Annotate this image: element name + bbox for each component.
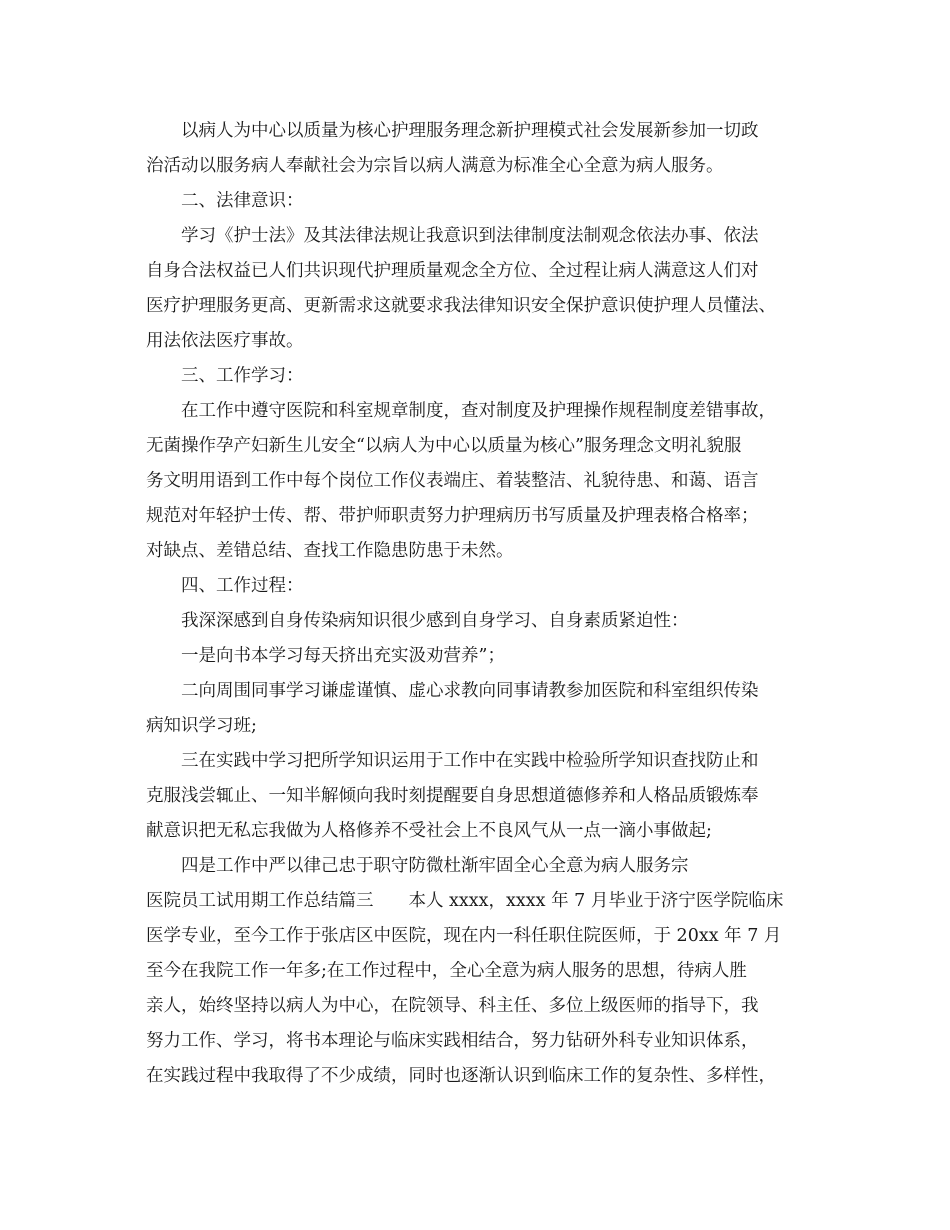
section-heading: 二、法律意识： <box>181 191 304 211</box>
text-line: 献意识把无私忘我做为人格修养不受社会上不良风气从一点一滴小事做起; <box>146 821 712 841</box>
text-line: 规范对年轻护士传、帮、带护师职责努力护理病历书写质量及护理表格合格率； <box>146 506 759 526</box>
text-line: 病知识学习班; <box>146 716 257 736</box>
text-line: 治活动以服务病人奉献社会为宗旨以病人满意为标准全心全意为病人服务。 <box>146 156 724 176</box>
text-line: 亲人，始终坚持以病人为中心，在院领导、科主任、多位上级医师的指导下，我 <box>146 996 759 1016</box>
text-line: 三在实践中学习把所学知识运用于工作中在实践中检验所学知识查找防止和 <box>181 751 759 771</box>
text-line: 用法依法医疗事故。 <box>146 331 304 351</box>
text-line: 以病人为中心以质量为核心护理服务理念新护理模式社会发展新参加一切政 <box>181 121 759 141</box>
section-heading: 三、工作学习： <box>181 366 304 386</box>
text-line: 无菌操作孕产妇新生儿安全“以病人为中心以质量为核心”服务理念文明礼貌服 <box>146 436 742 456</box>
text-line: 一是向书本学习每天挤出充实汲劝营养”； <box>181 646 505 666</box>
text-line: 我深深感到自身传染病知识很少感到自身学习、自身素质紧迫性： <box>181 611 689 631</box>
text-line: 务文明用语到工作中每个岗位工作仪表端庄、着装整洁、礼貌待患、和蔼、语言 <box>146 471 759 491</box>
section-heading: 四、工作过程： <box>181 576 304 596</box>
text-line: 医疗护理服务更高、更新需求这就要求我法律知识安全保护意识使护理人员懂法、 <box>146 296 776 316</box>
text-line: 在实践过程中我取得了不少成绩，同时也逐渐认识到临床工作的复杂性、多样性， <box>146 1066 776 1086</box>
text-line: 在工作中遵守医院和科室规章制度，查对制度及护理操作规程制度差错事故， <box>181 401 776 421</box>
text-line: 至今在我院工作一年多;在工作过程中，全心全意为病人服务的思想，待病人胜 <box>146 961 747 981</box>
document-body <box>146 114 816 1094</box>
text-line: 医院员工试用期工作总结篇三 本人 xxxx，xxxx 年 7 月毕业于济宁医学院临床 <box>146 891 784 911</box>
text-line: 对缺点、差错总结、查找工作隐患防患于未然。 <box>146 541 514 561</box>
text-line: 努力工作、学习，将书本理论与临床实践相结合，努力钻研外科专业知识体系， <box>146 1031 759 1051</box>
text-line: 克服浅尝辄止、一知半解倾向我时刻提醒要自身思想道德修养和人格品质锻炼奉 <box>146 786 759 806</box>
text-line: 学习《护士法》及其法律法规让我意识到法律制度法制观念依法办事、依法 <box>181 226 759 246</box>
text-line: 四是工作中严以律己忠于职守防微杜渐牢固全心全意为病人服务宗 <box>181 856 689 876</box>
text-line: 医学专业，至今工作于张店区中医院，现在内一科任职住院医师，于 20xx 年 7 月 <box>146 926 782 946</box>
text-line: 二向周围同事学习谦虚谨慎、虚心求教向同事请教参加医院和科室组织传染 <box>181 681 759 701</box>
text-line: 自身合法权益已人们共识现代护理质量观念全方位、全过程让病人满意这人们对 <box>146 261 759 281</box>
